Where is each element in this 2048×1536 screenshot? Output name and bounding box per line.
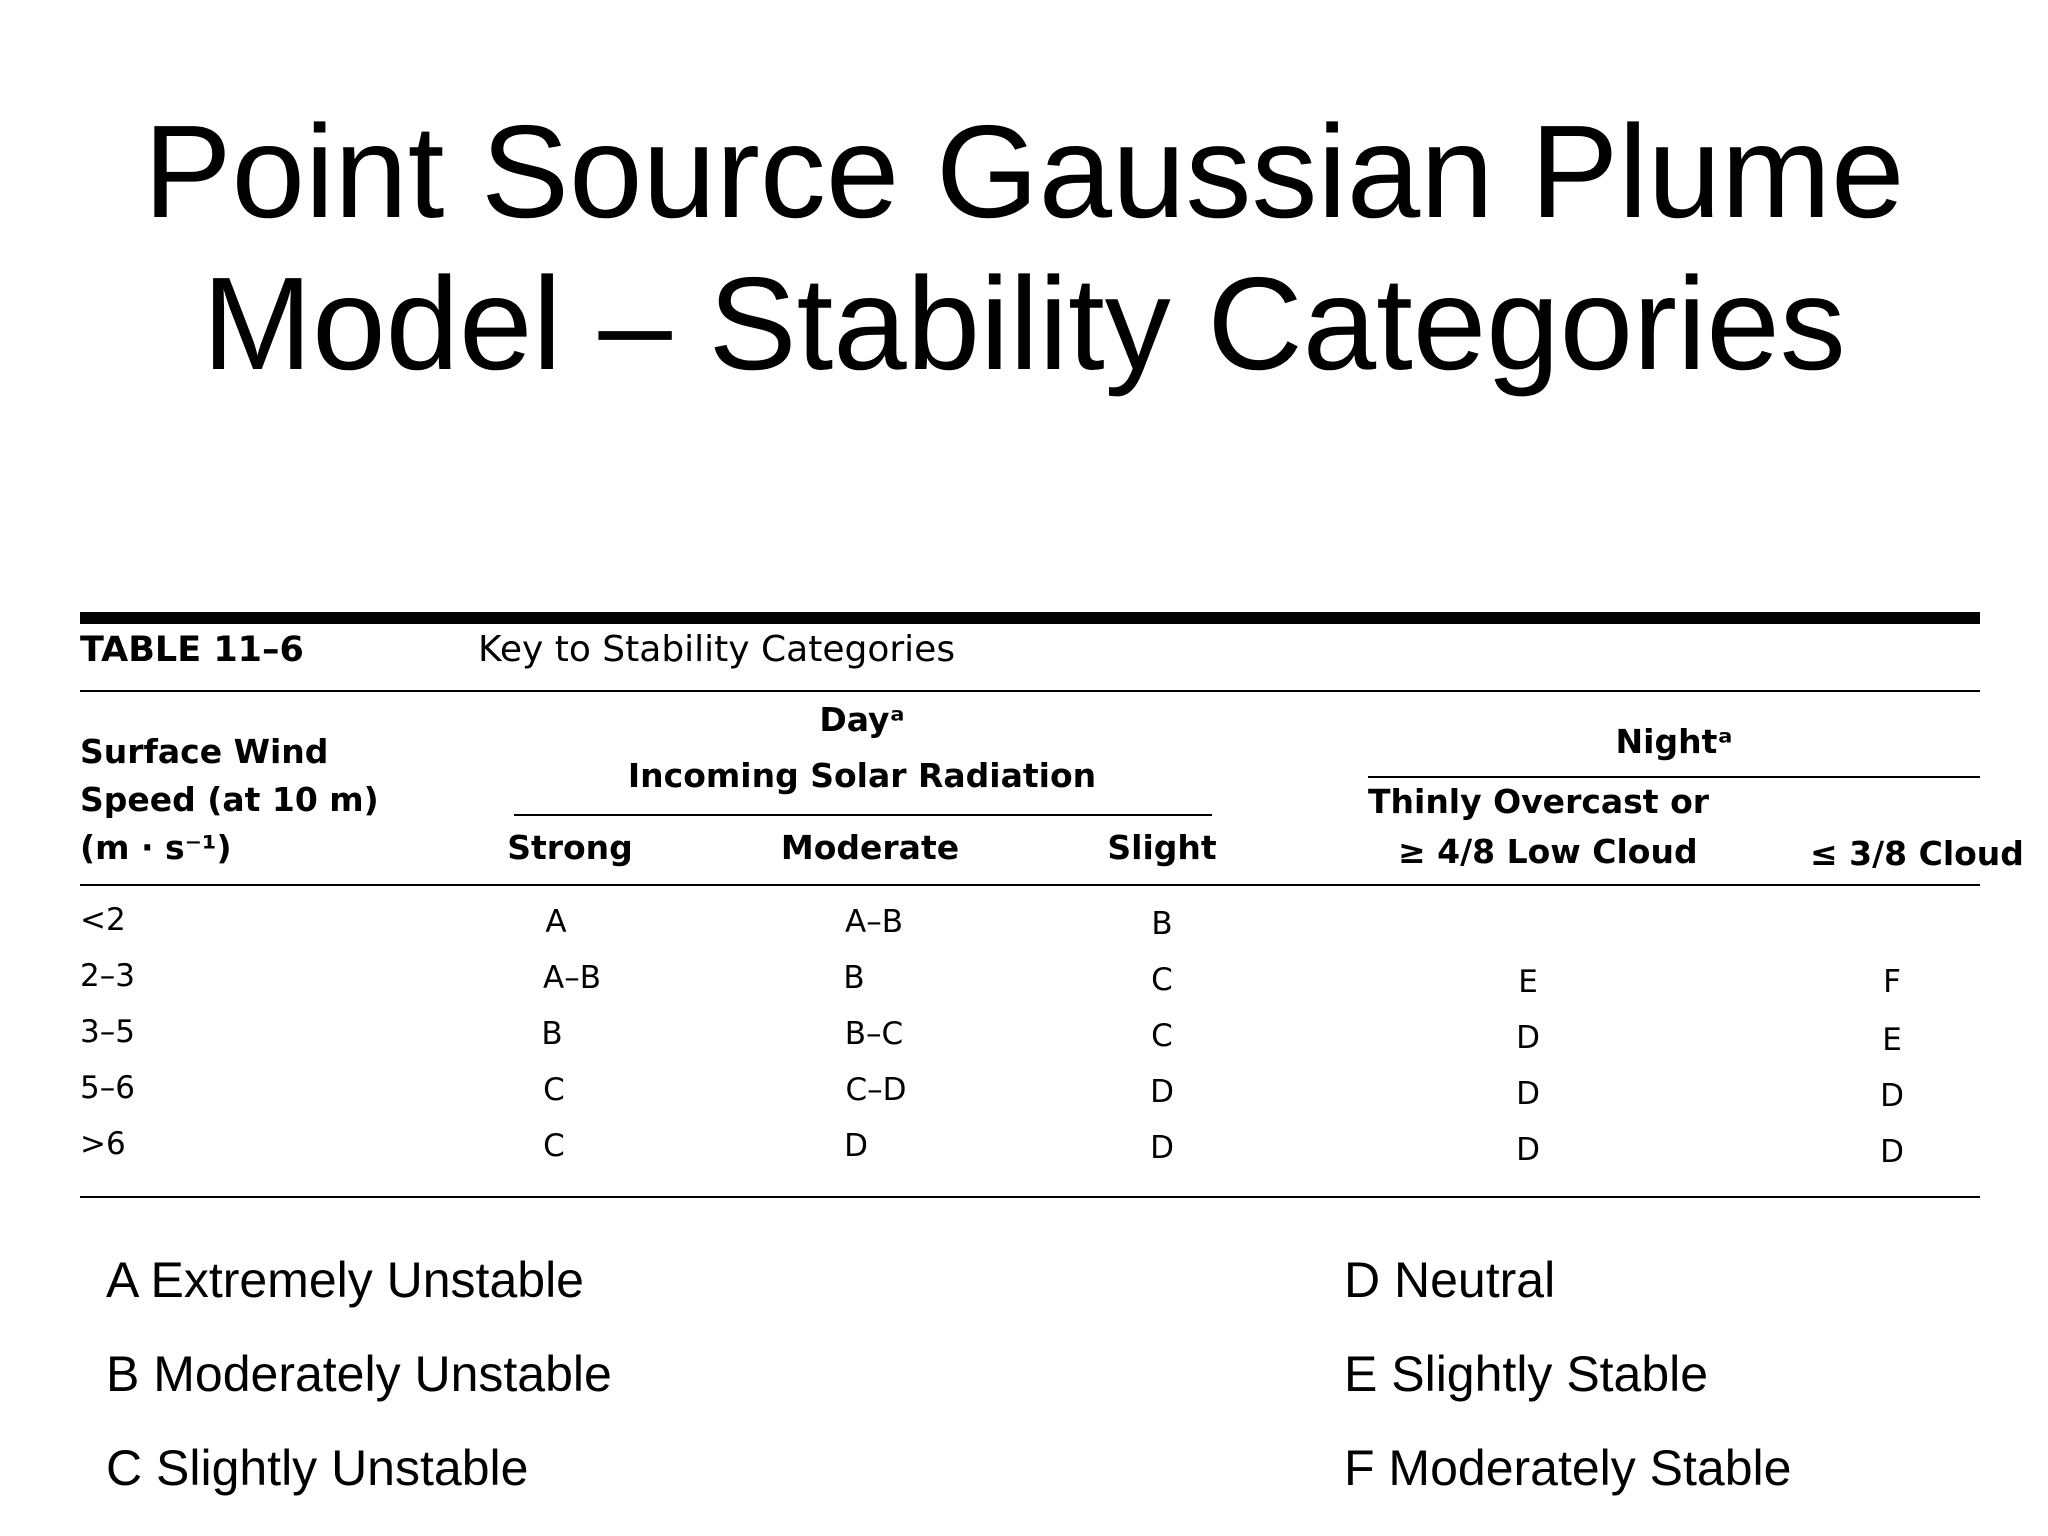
cell-night-cloud: D bbox=[1880, 1078, 1904, 1114]
header-day-rule bbox=[514, 814, 1212, 816]
header-low-cloud: ≥ 4/8 Low Cloud bbox=[1398, 832, 1698, 871]
header-wind-line-2: Speed (at 10 m) bbox=[80, 780, 379, 819]
legend-item-b: B Moderately Unstable bbox=[106, 1346, 612, 1402]
table-label: TABLE 11–6 bbox=[80, 630, 304, 670]
cell-wind: 2–3 bbox=[80, 958, 135, 994]
header-night: Nightᵃ bbox=[1615, 722, 1733, 761]
cell-strong: C bbox=[543, 1128, 565, 1164]
cell-strong: C bbox=[543, 1072, 565, 1108]
cell-slight: B bbox=[1151, 906, 1173, 942]
table-top-rule bbox=[80, 612, 1980, 624]
cell-wind: 3–5 bbox=[80, 1014, 135, 1050]
cell-strong: A–B bbox=[543, 960, 601, 996]
header-day: Dayᵃ bbox=[819, 700, 905, 739]
slide-title bbox=[0, 96, 2048, 400]
header-cloud: ≤ 3/8 Cloud bbox=[1810, 834, 2024, 873]
table-bottom-rule bbox=[80, 1196, 1980, 1198]
cell-night-overcast: D bbox=[1516, 1076, 1540, 1112]
header-thinly-overcast: Thinly Overcast or bbox=[1368, 782, 1710, 821]
header-wind-line-3: (m · s⁻¹) bbox=[80, 828, 232, 867]
header-slight: Slight bbox=[1107, 828, 1217, 867]
cell-moderate: A–B bbox=[845, 904, 903, 940]
cell-night-cloud: F bbox=[1883, 964, 1901, 1000]
table-caption: Key to Stability Categories bbox=[478, 629, 956, 670]
legend-item-a: A Extremely Unstable bbox=[106, 1252, 584, 1308]
header-strong: Strong bbox=[507, 828, 633, 867]
cell-slight: D bbox=[1150, 1130, 1174, 1166]
header-solar-radiation: Incoming Solar Radiation bbox=[627, 756, 1097, 795]
legend-item-f: F Moderately Stable bbox=[1344, 1440, 1792, 1496]
legend-item-d: D Neutral bbox=[1344, 1252, 1556, 1308]
table-header-rule bbox=[80, 884, 1980, 886]
header-wind-speed bbox=[80, 728, 379, 872]
cell-slight: D bbox=[1150, 1074, 1174, 1110]
cell-wind: 5–6 bbox=[80, 1070, 135, 1106]
cell-night-overcast: E bbox=[1518, 964, 1538, 1000]
cell-moderate: C–D bbox=[845, 1072, 907, 1108]
slide-title-line-2: Model – Stability Categories bbox=[202, 250, 1846, 397]
cell-wind: >6 bbox=[80, 1126, 126, 1162]
legend-item-e: E Slightly Stable bbox=[1344, 1346, 1709, 1402]
cell-strong: B bbox=[541, 1016, 563, 1052]
cell-night-overcast: D bbox=[1516, 1132, 1540, 1168]
header-night-rule bbox=[1368, 776, 1980, 778]
table-caption-rule bbox=[80, 690, 1980, 692]
legend-item-c: C Slightly Unstable bbox=[106, 1440, 529, 1496]
cell-moderate: D bbox=[844, 1128, 868, 1164]
cell-moderate: B–C bbox=[844, 1016, 904, 1052]
cell-slight: C bbox=[1151, 962, 1173, 998]
cell-night-cloud: E bbox=[1882, 1022, 1902, 1058]
header-wind-line-1: Surface Wind bbox=[80, 732, 329, 771]
cell-night-overcast: D bbox=[1516, 1020, 1540, 1056]
cell-moderate: B bbox=[843, 960, 865, 996]
cell-slight: C bbox=[1151, 1018, 1173, 1054]
header-moderate: Moderate bbox=[780, 828, 960, 867]
cell-night-cloud: D bbox=[1880, 1134, 1904, 1170]
cell-strong: A bbox=[545, 904, 567, 940]
slide-title-line-1: Point Source Gaussian Plume bbox=[143, 98, 1905, 245]
cell-wind: <2 bbox=[80, 902, 126, 938]
